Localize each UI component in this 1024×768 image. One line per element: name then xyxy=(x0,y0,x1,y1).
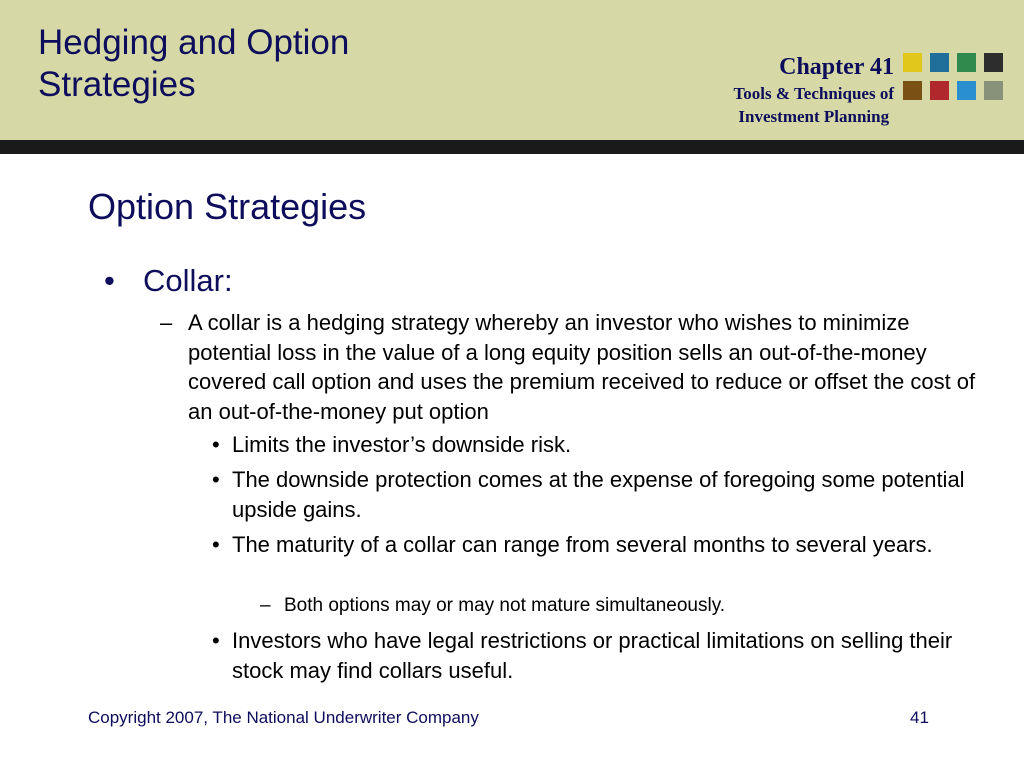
deck-title-line-1: Hedging and Option xyxy=(38,23,350,62)
header-divider-bar xyxy=(0,140,1024,154)
bullet-text: Both options may or may not mature simultaneously. xyxy=(284,595,726,616)
slide-title: Option Strategies xyxy=(88,186,367,227)
bullet-level-3 xyxy=(212,626,992,685)
footer-copyright: Copyright 2007, The National Underwriter Company xyxy=(88,708,479,727)
dash-marker: – xyxy=(260,595,271,616)
bullet-text: Limits the investor’s downside risk. xyxy=(232,432,572,457)
bullet-text: The downside protection comes at the expense of foregoing some potential upside gains. xyxy=(232,467,965,522)
dash-marker: – xyxy=(160,310,173,335)
bullet-level-3 xyxy=(212,430,992,460)
color-square xyxy=(930,81,949,100)
bullet-level-3 xyxy=(212,530,992,560)
bullet-marker: • xyxy=(104,263,115,298)
footer-page-number: 41 xyxy=(910,708,929,727)
bullet-text: Collar: xyxy=(143,263,233,298)
bullet-text: Investors who have legal restrictions or practical limitations on selling their stock may find collars useful. xyxy=(232,628,953,683)
color-square xyxy=(930,53,949,72)
bullet-marker: • xyxy=(212,467,220,492)
color-square xyxy=(957,53,976,72)
bullet-level-4 xyxy=(260,594,960,618)
bullet-text: A collar is a hedging strategy whereby an investor who wishes to minimize potential loss in the value of a long equity position sells an out-of-the-money covered call option and uses the premium received to reduce or offset the cost of an out-of-the-money put option xyxy=(188,310,976,424)
chapter-number: Chapter 41 xyxy=(779,54,894,80)
color-squares-decoration xyxy=(903,53,1007,103)
bullet-level-3 xyxy=(212,465,992,524)
color-square xyxy=(903,81,922,100)
color-square xyxy=(984,53,1003,72)
bullet-text: The maturity of a collar can range from several months to several years. xyxy=(232,532,933,557)
color-square xyxy=(984,81,1003,100)
bullet-marker: • xyxy=(212,532,220,557)
deck-title-line-2: Strategies xyxy=(38,65,196,104)
bullet-marker: • xyxy=(212,628,220,653)
color-square xyxy=(957,81,976,100)
chapter-label xyxy=(734,52,894,128)
chapter-subtitle-line-2: Investment Planning xyxy=(738,107,890,126)
color-square xyxy=(903,53,922,72)
chapter-subtitle-line-1: Tools & Techniques of xyxy=(733,84,894,103)
deck-title xyxy=(38,22,349,106)
bullet-level-2 xyxy=(160,308,980,426)
bullet-marker: • xyxy=(212,432,220,457)
